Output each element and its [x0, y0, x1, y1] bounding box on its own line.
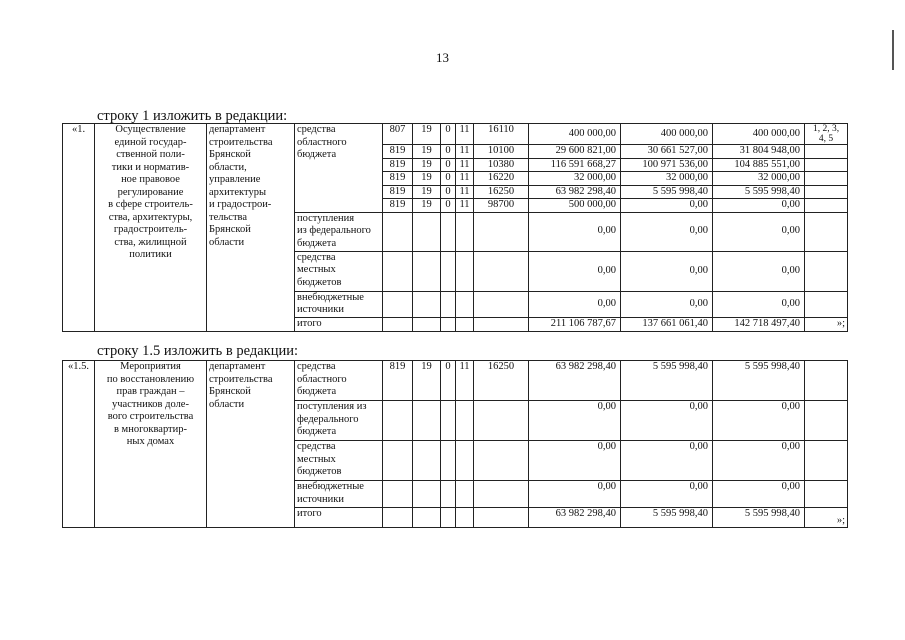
total-year3: 142 718 497,40 [713, 317, 805, 331]
empty-code-cell [474, 401, 529, 441]
grbs-code: 819 [383, 199, 413, 213]
empty-code-cell [441, 317, 456, 331]
empty-code-cell [413, 401, 441, 441]
empty-ref-cell [805, 481, 848, 508]
cs-code: 11 [456, 361, 474, 401]
rz-code: 19 [413, 145, 441, 159]
target-code: 98700 [474, 199, 529, 213]
total-label: итого [295, 508, 383, 528]
amount-year3: 400 000,00 [713, 124, 805, 145]
amount-year2: 100 971 536,00 [621, 158, 713, 172]
closing-quote: »; [805, 317, 848, 331]
empty-code-cell [441, 212, 456, 251]
amount-year1: 63 982 298,40 [529, 185, 621, 199]
indicator-ref [805, 158, 848, 172]
indicator-ref [805, 172, 848, 186]
amount-year2: 32 000,00 [621, 172, 713, 186]
empty-code-cell [383, 317, 413, 331]
empty-code-cell [413, 291, 441, 317]
total-label: итого [295, 317, 383, 331]
indicator-ref: 1, 2, 3, 4, 5 [805, 124, 848, 145]
cs-code: 11 [456, 185, 474, 199]
amount-year2: 400 000,00 [621, 124, 713, 145]
executor: департамент строительства Брянской области, управление архитектуры и градострои- тельства Брянской области [207, 124, 295, 332]
section1-caption: строку 1 изложить в редакции: [97, 108, 288, 124]
empty-code-cell [441, 441, 456, 481]
cs-code: 11 [456, 158, 474, 172]
empty-code-cell [413, 508, 441, 528]
empty-code-cell [456, 317, 474, 331]
empty-code-cell [456, 508, 474, 528]
indicator-ref [805, 185, 848, 199]
empty-code-cell [441, 291, 456, 317]
extra-source-label: внебюджетные источники [295, 291, 383, 317]
amount-year3: 0,00 [713, 401, 805, 441]
cs-code: 11 [456, 124, 474, 145]
pr-code: 0 [441, 172, 456, 186]
amount-year2: 0,00 [621, 199, 713, 213]
section2-caption: строку 1.5 изложить в редакции: [97, 343, 299, 359]
federal-source-label: поступления из федерального бюджета [295, 212, 383, 251]
rz-code: 19 [413, 185, 441, 199]
empty-code-cell [456, 251, 474, 291]
empty-ref-cell [805, 212, 848, 251]
empty-code-cell [474, 441, 529, 481]
empty-code-cell [456, 291, 474, 317]
rz-code: 19 [413, 199, 441, 213]
empty-ref-cell [805, 361, 848, 401]
amount-year2: 5 595 998,40 [621, 185, 713, 199]
empty-ref-cell [805, 401, 848, 441]
amount-year3: 0,00 [713, 199, 805, 213]
amount-year3: 0,00 [713, 441, 805, 481]
amount-year1: 116 591 668,27 [529, 158, 621, 172]
empty-code-cell [441, 401, 456, 441]
grbs-code: 807 [383, 124, 413, 145]
empty-code-cell [441, 481, 456, 508]
empty-code-cell [383, 212, 413, 251]
amount-year1: 0,00 [529, 291, 621, 317]
pr-code: 0 [441, 158, 456, 172]
target-code: 10380 [474, 158, 529, 172]
amount-year2: 0,00 [621, 401, 713, 441]
cs-code: 11 [456, 172, 474, 186]
total-year1: 63 982 298,40 [529, 508, 621, 528]
amount-year1: 0,00 [529, 441, 621, 481]
amount-year1: 400 000,00 [529, 124, 621, 145]
empty-code-cell [474, 251, 529, 291]
empty-code-cell [474, 317, 529, 331]
empty-code-cell [456, 481, 474, 508]
pr-code: 0 [441, 199, 456, 213]
executor: департамент строительства Брянской области [207, 361, 295, 528]
empty-ref-cell [805, 441, 848, 481]
extra-source-label: внебюджетные источники [295, 481, 383, 508]
measure-name: Мероприятия по восстановлению прав граждан – участников доле- вого строительства в многоквартир- ных домах [95, 361, 207, 528]
amount-year3: 31 804 948,00 [713, 145, 805, 159]
grbs-code: 819 [383, 361, 413, 401]
amount-year2: 0,00 [621, 212, 713, 251]
local-source-label: средства местных бюджетов [295, 441, 383, 481]
empty-code-cell [413, 441, 441, 481]
empty-code-cell [456, 212, 474, 251]
amount-year1: 0,00 [529, 212, 621, 251]
amount-year2: 30 661 527,00 [621, 145, 713, 159]
indicator-ref [805, 145, 848, 159]
pr-code: 0 [441, 361, 456, 401]
row-number: «1. [63, 124, 95, 332]
empty-code-cell [413, 481, 441, 508]
rz-code: 19 [413, 124, 441, 145]
grbs-code: 819 [383, 185, 413, 199]
amount-year1: 500 000,00 [529, 199, 621, 213]
section1-table [62, 123, 848, 332]
measure-name: Осуществление единой государ- ственной поли- тики и норматив- ное правовое регулирование в сфере строитель- ства, архитектуры, градостроитель- ства, жилищной политики [95, 124, 207, 332]
amount-year2: 0,00 [621, 481, 713, 508]
amount-year1: 32 000,00 [529, 172, 621, 186]
amount-year1: 0,00 [529, 481, 621, 508]
empty-code-cell [474, 291, 529, 317]
target-code: 16250 [474, 361, 529, 401]
total-year3: 5 595 998,40 [713, 508, 805, 528]
rz-code: 19 [413, 172, 441, 186]
empty-code-cell [383, 441, 413, 481]
federal-source-label: поступления из федерального бюджета [295, 401, 383, 441]
cs-code: 11 [456, 145, 474, 159]
empty-code-cell [383, 251, 413, 291]
amount-year2: 5 595 998,40 [621, 361, 713, 401]
target-code: 10100 [474, 145, 529, 159]
pr-code: 0 [441, 185, 456, 199]
empty-ref-cell [805, 291, 848, 317]
total-year2: 137 661 061,40 [621, 317, 713, 331]
grbs-code: 819 [383, 172, 413, 186]
amount-year3: 5 595 998,40 [713, 185, 805, 199]
amount-year3: 0,00 [713, 291, 805, 317]
amount-year1: 0,00 [529, 251, 621, 291]
empty-code-cell [474, 508, 529, 528]
amount-year1: 0,00 [529, 401, 621, 441]
empty-code-cell [474, 481, 529, 508]
empty-code-cell [413, 212, 441, 251]
amount-year1: 29 600 821,00 [529, 145, 621, 159]
amount-year2: 0,00 [621, 441, 713, 481]
empty-code-cell [413, 251, 441, 291]
target-code: 16250 [474, 185, 529, 199]
empty-code-cell [383, 401, 413, 441]
amount-year1: 63 982 298,40 [529, 361, 621, 401]
grbs-code: 819 [383, 158, 413, 172]
empty-ref-cell [805, 251, 848, 291]
regional-budget-label: средства областного бюджета [295, 361, 383, 401]
empty-code-cell [383, 508, 413, 528]
rz-code: 19 [413, 158, 441, 172]
pr-code: 0 [441, 124, 456, 145]
target-code: 16110 [474, 124, 529, 145]
amount-year3: 104 885 551,00 [713, 158, 805, 172]
local-source-label: средства местных бюджетов [295, 251, 383, 291]
empty-code-cell [474, 212, 529, 251]
cs-code: 11 [456, 199, 474, 213]
table-row [63, 361, 848, 401]
amount-year3: 32 000,00 [713, 172, 805, 186]
empty-code-cell [383, 291, 413, 317]
row-number: «1.5. [63, 361, 95, 528]
amount-year2: 0,00 [621, 251, 713, 291]
indicator-ref [805, 199, 848, 213]
section2-table [62, 360, 848, 528]
target-code: 16220 [474, 172, 529, 186]
regional-budget-label: средства областного бюджета [295, 124, 383, 213]
total-year1: 211 106 787,67 [529, 317, 621, 331]
grbs-code: 819 [383, 145, 413, 159]
amount-year3: 5 595 998,40 [713, 361, 805, 401]
amount-year3: 0,00 [713, 212, 805, 251]
empty-code-cell [441, 251, 456, 291]
empty-code-cell [456, 441, 474, 481]
rz-code: 19 [413, 361, 441, 401]
empty-code-cell [383, 481, 413, 508]
pr-code: 0 [441, 145, 456, 159]
page-number: 13 [436, 50, 449, 65]
table-row [63, 124, 848, 145]
empty-code-cell [413, 317, 441, 331]
empty-code-cell [456, 401, 474, 441]
scan-edge-mark [892, 30, 894, 70]
closing-quote: »; [805, 508, 848, 528]
total-year2: 5 595 998,40 [621, 508, 713, 528]
amount-year3: 0,00 [713, 481, 805, 508]
amount-year3: 0,00 [713, 251, 805, 291]
empty-code-cell [441, 508, 456, 528]
amount-year2: 0,00 [621, 291, 713, 317]
